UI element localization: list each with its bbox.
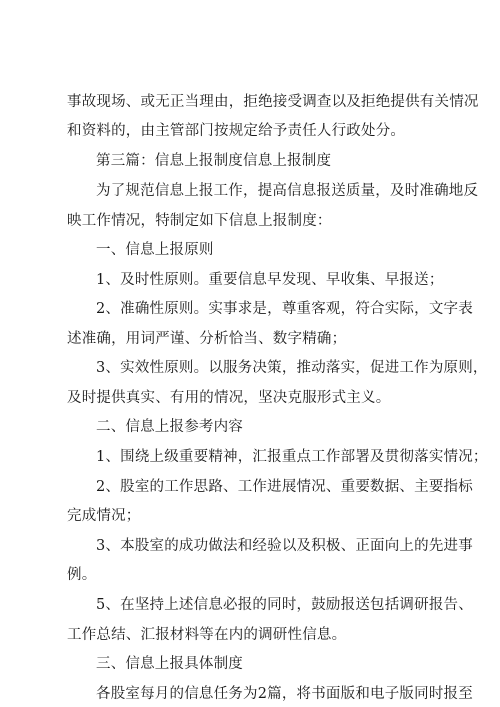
text-line: 例。 [67,567,97,583]
text-line: 工作总结、汇报材料等在内的调研性信息。 [67,627,347,643]
text-line: 2、股室的工作思路、工作进展情况、重要数据、主要指标 [96,479,473,495]
text-line: 述准确，用词严谨、分析恰当、数字精确； [67,331,347,347]
text-line: 1、围绕上级重要精神，汇报重点工作部署及贯彻落实情况； [96,449,488,465]
subheading: 三、信息上报具体制度 [96,656,243,672]
subheading: 一、信息上报原则 [96,242,214,258]
text-line: 映工作情况，特制定如下信息上报制度： [67,213,332,229]
text-line: 3、实效性原则。以服务决策，推动落实，促进工作为原则， [96,360,488,376]
text-line: 1、及时性原则。重要信息早发现、早收集、早报送； [96,272,444,288]
text-line: 各股室每月的信息任务为2篇，将书面版和电子版同时报至 [96,686,473,702]
subheading: 二、信息上报参考内容 [96,419,243,435]
text-line: 及时提供真实、有用的情况，坚决克服形式主义。 [67,390,391,406]
text-line: 完成情况； [67,508,141,524]
section-heading: 第三篇：信息上报制度信息上报制度 [96,153,332,169]
text-line: 5、在坚持上述信息必报的同时，鼓励报送包括调研报告、 [96,597,473,613]
text-line: 3、本股室的成功做法和经验以及积极、正面向上的先进事 [96,538,473,554]
text-line: 为了规范信息上报工作，提高信息报送质量，及时准确地反 [96,183,479,199]
text-line: 2、准确性原则。实事求是，尊重客观，符合实际，文字表 [96,301,473,317]
text-line: 和资料的，由主管部门按规定给予责任人行政处分。 [67,123,406,139]
text-line: 事故现场、或无正当理由，拒绝接受调查以及拒绝提供有关情况 [67,94,479,110]
